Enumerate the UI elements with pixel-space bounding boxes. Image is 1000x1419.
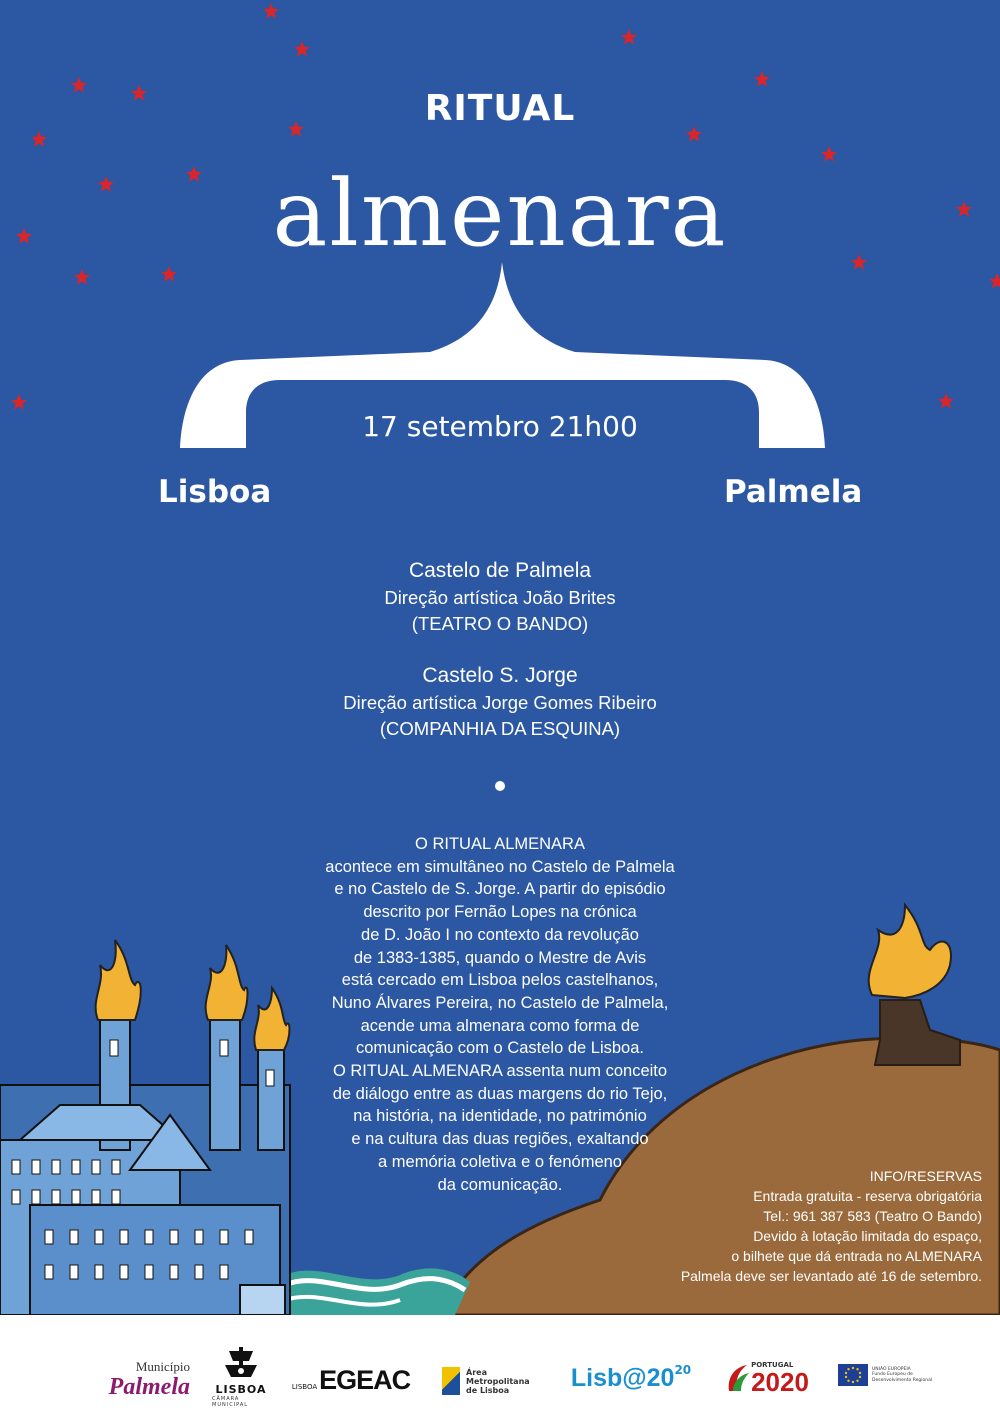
- portugal-2020-logo: PORTUGAL 2020: [718, 1355, 816, 1401]
- description-line: comunicação com o Castelo de Lisboa.: [356, 1039, 644, 1058]
- star-icon: [262, 2, 280, 20]
- aml-mark-icon: [442, 1367, 460, 1395]
- uniao-europeia-logo: UNIÃO EUROPEIA Fundo Europeu de Desenvolvimento Regional: [838, 1355, 934, 1395]
- star-icon: [73, 268, 91, 286]
- venue-name: Castelo S. Jorge: [422, 664, 578, 687]
- pt-swoosh-icon: [725, 1363, 751, 1393]
- egeac-logo: LISBOA EGEAC: [291, 1364, 411, 1395]
- description-line: acontece em simultâneo no Castelo de Palmela: [325, 857, 675, 876]
- lisboa-2020-logo: Lisb@20 20: [570, 1363, 692, 1392]
- info-line: o bilhete que dá entrada no ALMENARA: [731, 1248, 982, 1264]
- description-line: de diálogo entre as duas margens do rio Tejo,: [332, 1084, 668, 1103]
- description-line: na história, na identidade, no património: [353, 1107, 647, 1126]
- info-line: Tel.: 961 387 583 (Teatro O Bando): [763, 1208, 982, 1224]
- description-line: a memória coletiva e o fenómeno: [378, 1152, 622, 1171]
- description-line: e na cultura das duas regiões, exaltando: [351, 1130, 649, 1149]
- venue-company: (COMPANHIA DA ESQUINA): [379, 718, 621, 739]
- area-metropolitana-logo: Área Metropolitana de Lisboa: [442, 1363, 542, 1399]
- star-icon: [30, 130, 48, 148]
- venue-palmela: [0, 557, 1000, 637]
- description-line: O RITUAL ALMENARA assenta num conceito: [332, 1062, 668, 1081]
- star-icon: [937, 392, 955, 410]
- palmela-flame: [869, 905, 951, 998]
- municipio-palmela-logo: Município Palmela: [108, 1359, 190, 1400]
- palmela-tower: [875, 1000, 960, 1065]
- sponsor-footer: [0, 1315, 1000, 1419]
- star-icon: [160, 265, 178, 283]
- venue-company: (TEATRO O BANDO): [411, 613, 589, 634]
- info-reservas: [562, 1166, 982, 1286]
- poster-kicker: RITUAL: [424, 88, 576, 129]
- venue-direction: Direção artística Jorge Gomes Ribeiro: [343, 692, 657, 713]
- venue-sao-jorge: [0, 662, 1000, 742]
- description-line: está cercado em Lisboa pelos castelhanos,: [341, 971, 659, 990]
- description-line: da comunicação.: [437, 1175, 563, 1194]
- description-line: de D. João I no contexto da revolução: [361, 925, 639, 944]
- eu-flag-icon: [838, 1364, 868, 1386]
- city-lisboa: Lisboa: [158, 474, 272, 510]
- info-line: Palmela deve ser levantado até 16 de setembro.: [680, 1268, 982, 1284]
- description-line: descrito por Fernão Lopes na crónica: [363, 903, 637, 922]
- venue-direction: Direção artística João Brites: [384, 587, 616, 608]
- info-heading: INFO/RESERVAS: [869, 1168, 982, 1184]
- venue-name: Castelo de Palmela: [408, 559, 592, 582]
- star-icon: [293, 40, 311, 58]
- star-icon: [988, 272, 1000, 290]
- camara-lisboa-logo: LISBOA CÂMARA MUNICIPAL: [212, 1341, 270, 1411]
- star-icon: [10, 393, 28, 411]
- poster-title: almenara: [272, 160, 728, 267]
- event-date: 17 setembro 21h00: [362, 410, 638, 443]
- info-line: Devido à lotação limitada do espaço,: [753, 1228, 982, 1244]
- description-line: acende uma almenara como forma de: [360, 1016, 640, 1035]
- event-description: [250, 833, 750, 1196]
- separator-dot: [495, 781, 505, 791]
- star-icon: [620, 28, 638, 46]
- ship-crest-icon: [221, 1345, 261, 1383]
- info-line: Entrada gratuita - reserva obrigatória: [753, 1188, 982, 1204]
- description-line: de 1383-1385, quando o Mestre de Avis: [353, 948, 647, 967]
- city-palmela: Palmela: [724, 474, 863, 510]
- description-line: e no Castelo de S. Jorge. A partir do episódio: [334, 880, 666, 899]
- description-line: Nuno Álvares Pereira, no Castelo de Palmela,: [331, 993, 669, 1012]
- description-line: O RITUAL ALMENARA: [415, 835, 585, 853]
- star-icon: [753, 70, 771, 88]
